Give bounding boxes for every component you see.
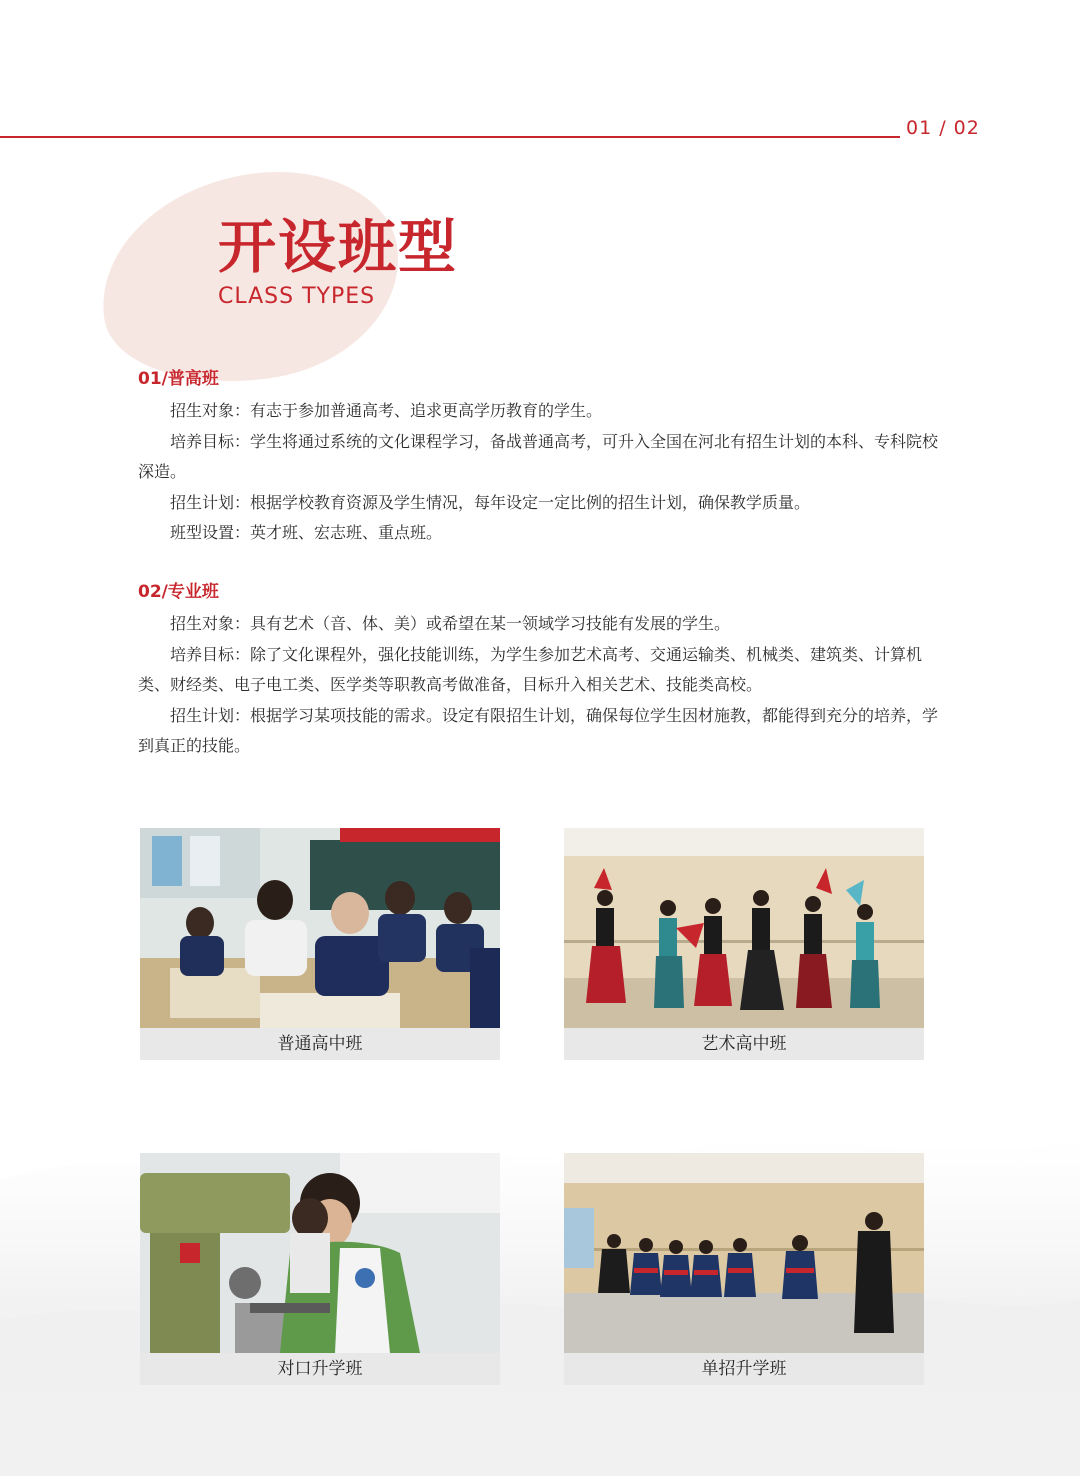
page-number: 01 / 02: [906, 117, 980, 139]
classroom-photo: [140, 828, 500, 1028]
photo-caption: 艺术高中班: [701, 1034, 787, 1054]
paragraph: 班型设置：英才班、宏志班、重点班。: [170, 523, 443, 542]
paragraph: 培养目标：学生将通过系统的文化课程学习，备战普通高考，可升入全国在河北有招生计划的本科、专科院校深造。: [138, 431, 939, 481]
dance-photo: [564, 828, 924, 1028]
section-vocational-class: [138, 579, 938, 762]
photo-card-vocational-exam: [140, 1153, 500, 1385]
photo-card-single-admission: [564, 1153, 924, 1385]
photo-caption: 对口升学班: [277, 1359, 363, 1379]
photo-card-general-high-school: [140, 828, 500, 1060]
section-heading: 01/普高班: [138, 369, 219, 389]
top-rule: [0, 136, 900, 138]
photo-caption: 单招升学班: [701, 1359, 787, 1379]
paragraph: 招生对象：具有艺术（音、体、美）或希望在某一领域学习技能有发展的学生。: [170, 614, 731, 633]
photo-card-art-high-school: [564, 828, 924, 1060]
paragraph: 招生计划：根据学习某项技能的需求。设定有限招生计划，确保每位学生因材施教，都能得到充分的培养，学到真正的技能。: [138, 705, 939, 755]
page-title: 开设班型: [218, 213, 459, 281]
photo-caption: 普通高中班: [277, 1034, 363, 1054]
paragraph: 培养目标：除了文化课程外，强化技能训练，为学生参加艺术高考、交通运输类、机械类、建筑类、计算机类、财经类、电子电工类、医学类等职教高考做准备，目标升入相关艺术、技能类高校。: [138, 644, 923, 694]
section-heading: 02/专业班: [138, 582, 219, 602]
workshop-photo: [140, 1153, 500, 1353]
paragraph: 招生对象：有志于参加普通高考、追求更高学历教育的学生。: [170, 401, 603, 420]
section-general-class: [138, 366, 938, 549]
paragraph: 招生计划：根据学校教育资源及学生情况，每年设定一定比例的招生计划，确保教学质量。: [170, 492, 811, 512]
etiquette-photo: [564, 1153, 924, 1353]
page-subtitle: CLASS TYPES: [218, 284, 376, 309]
